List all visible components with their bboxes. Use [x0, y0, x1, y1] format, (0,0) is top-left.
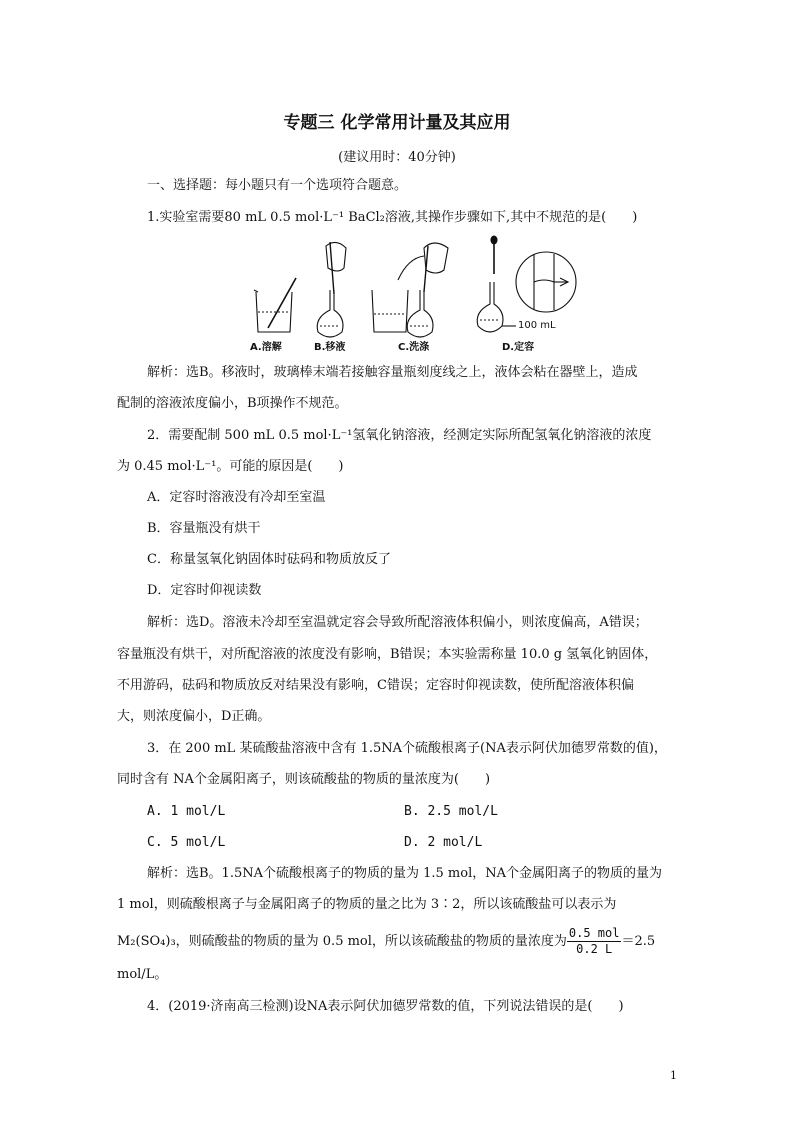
q2-analysis-line2: 容量瓶没有烘干，对所配溶液的浓度没有影响，B错误；本实验需称量 10.0 g 氢氧化钠固体， [117, 647, 658, 662]
q2-option-d: D．定容时仰视读数 [147, 583, 262, 598]
q3-analysis-line2: 1 mol，则硫酸根离子与金属阳离子的物质的量之比为 3∶2，所以该硫酸盐可以表示为 [117, 897, 617, 912]
fig-label-b: B.移液 [314, 342, 346, 353]
q3-option-d: D. 2 mol/L [404, 835, 483, 850]
q2-option-b: B．容量瓶没有烘干 [147, 521, 261, 536]
fraction-numerator: 0.5 mol [568, 926, 620, 940]
q3-analysis-line4: mol/L。 [117, 967, 168, 982]
q3-option-b: B. 2.5 mol/L [404, 804, 498, 819]
q2-analysis-line3: 不用游码，砝码和物质放反对结果没有影响，C错误；定容时仰视读数，使所配溶液体积偏 [117, 678, 634, 693]
q2-analysis-line1: 解析：选D。溶液未冷却至室温就定容会导致所配溶液体积偏小，则浓度偏高，A错误； [147, 615, 648, 630]
page-title: 专题三 化学常用计量及其应用 [283, 113, 511, 133]
q1-stem: 1.实验室需要80 mL 0.5 mol·L⁻¹ BaCl₂溶液,其操作步骤如下,其中不规范的是( ) [147, 210, 638, 225]
apparatus-figure [248, 234, 578, 354]
concentration-fraction [567, 926, 622, 957]
q2-stem-line1: 2．需要配制 500 mL 0.5 mol·L⁻¹氢氧化钠溶液，经测定实际所配氢氧化钠溶液的浓度 [147, 428, 652, 443]
page-number: 1 [670, 1069, 677, 1082]
q2-stem-line2: 为 0.45 mol·L⁻¹。可能的原因是( ) [117, 459, 344, 474]
q1-analysis-line1: 解析：选B。移液时，玻璃棒末端若接触容量瓶刻度线之上，液体会粘在器壁上，造成 [147, 365, 638, 380]
q3-option-a: A. 1 mol/L [147, 804, 226, 819]
fig-label-a: A.溶解 [250, 342, 282, 353]
q3-stem-line1: 3．在 200 mL 某硫酸盐溶液中含有 1.5NA个硫酸根离子(NA表示阿伏加德罗常数的值)， [147, 741, 667, 756]
q3-stem-line2: 同时含有 NA个金属阳离子，则该硫酸盐的物质的量浓度为( ) [117, 772, 491, 787]
section-heading: 一、选择题：每小题只有一个选项符合题意。 [147, 178, 408, 193]
q1-analysis-line2: 配制的溶液浓度偏小，B项操作不规范。 [117, 396, 348, 411]
q2-analysis-line4: 大，则浓度偏小，D正确。 [117, 709, 271, 724]
apparatus-drawing [248, 234, 578, 354]
fig-label-d: D.定容 [502, 342, 535, 353]
q3-analysis-line3 [117, 926, 655, 957]
fraction-denominator: 0.2 L [576, 942, 613, 956]
page-subtitle: (建议用时：40分钟) [338, 150, 456, 165]
q3-analysis-line3-result: ＝2.5 [621, 934, 656, 949]
q3-option-c: C. 5 mol/L [147, 835, 226, 850]
q4-stem: 4．(2019·济南高三检测)设NA表示阿伏加德罗常数的值，下列说法错误的是( ) [147, 999, 624, 1014]
fig-volume-label: 100 mL [518, 320, 556, 331]
q3-analysis-line3-text: M₂(SO₄)₃，则硫酸盐的物质的量为 0.5 mol，所以该硫酸盐的物质的量浓度为 [117, 934, 567, 949]
q2-option-c: C．称量氢氧化钠固体时砝码和物质放反了 [147, 552, 391, 567]
q2-option-a: A．定容时溶液没有冷却至室温 [147, 490, 326, 505]
q3-analysis-line1: 解析：选B。1.5NA个硫酸根离子的物质的量为 1.5 mol，NA个金属阳离子的物质的量为 [147, 866, 663, 881]
fig-label-c: C.洗涤 [398, 342, 430, 353]
